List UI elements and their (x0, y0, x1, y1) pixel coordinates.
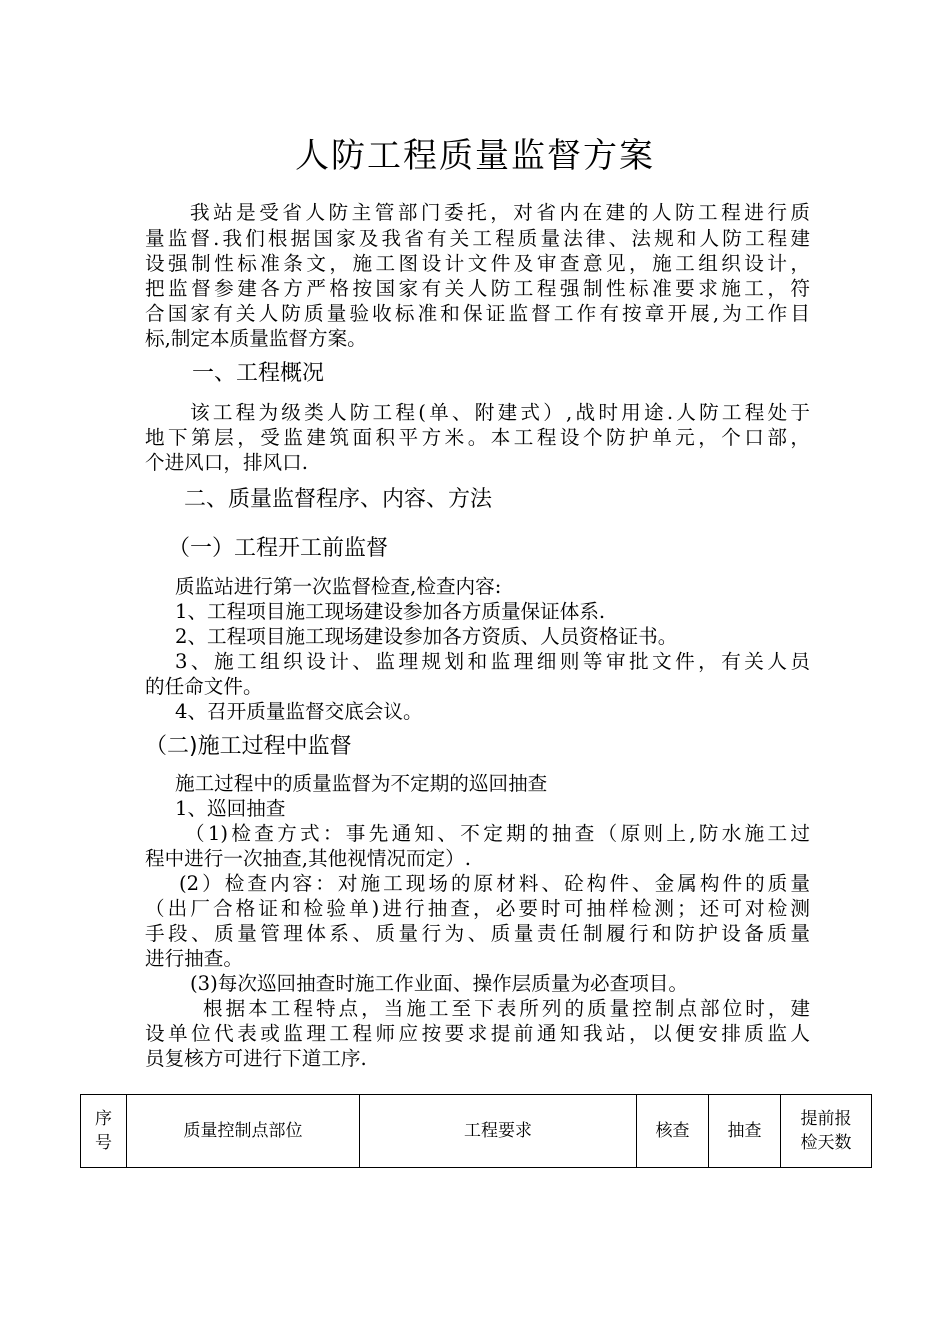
col-header-control-point: 质量控制点部位 (127, 1095, 360, 1168)
during-construction-line: （1)检查方式：事先通知、不定期的抽查（原则上,防水施工过 (185, 822, 810, 845)
document-title: 人防工程质量监督方案 (295, 136, 655, 176)
during-construction-line: 施工过程中的质量监督为不定期的巡回抽查 (175, 772, 548, 795)
pre-construction-line: 1、工程项目施工现场建设参加各方质量保证体系. (175, 600, 606, 623)
pre-construction-line: 2、工程项目施工现场建设参加各方资质、人员资格证书。 (175, 625, 678, 648)
col-header-requirement: 工程要求 (360, 1095, 637, 1168)
col-header-verify: 核查 (637, 1095, 709, 1168)
pre-construction-line: 的任命文件。 (145, 675, 263, 698)
intro-line: 量监督.我们根据国家及我省有关工程质量法律、法规和人防工程建 (145, 227, 810, 250)
overview-line: 地下第层，受监建筑面积平方米。本工程设个防护单元，个口部， (145, 426, 810, 449)
during-construction-line: 手段、质量管理体系、质量行为、质量责任制履行和防护设备质量 (145, 922, 810, 945)
section-heading-procedure: 二、质量监督程序、内容、方法 (184, 487, 493, 512)
during-construction-line: 进行抽查。 (145, 947, 243, 970)
during-construction-line: 设单位代表或监理工程师应按要求提前通知我站，以便安排质监人 (145, 1022, 810, 1045)
during-construction-line: 员复核方可进行下道工序. (145, 1047, 367, 1070)
during-construction-line: 1、巡回抽查 (175, 797, 286, 820)
intro-line: 标,制定本质量监督方案。 (145, 327, 367, 350)
section-heading-overview: 一、工程概况 (192, 361, 325, 386)
during-construction-line: 程中进行一次抽查,其他视情况而定）. (145, 847, 471, 870)
quality-control-table (80, 1094, 872, 1168)
during-construction-line: (2）检查内容：对施工现场的原材料、砼构件、金属构件的质量 (179, 872, 810, 895)
intro-line: 合国家有关人防质量验收标准和保证监督工作有按章开展,为工作目 (145, 302, 810, 325)
pre-construction-line: 4、召开质量监督交底会议。 (175, 700, 423, 723)
table-header-row (81, 1095, 872, 1168)
overview-line: 该工程为级类人防工程(单、附建式）,战时用途.人防工程处于 (190, 401, 810, 424)
col-header-spot-check: 抽查 (709, 1095, 781, 1168)
during-construction-line: (3)每次巡回抽查时施工作业面、操作层质量为必查项目。 (190, 972, 689, 995)
overview-line: 个进风口，排风口. (145, 451, 308, 474)
intro-line: 设强制性标准条文，施工图设计文件及审查意见，施工组织设计， (145, 252, 810, 275)
subsection-heading-pre-construction: （一）工程开工前监督 (168, 536, 389, 561)
pre-construction-line: 3、施工组织设计、监理规划和监理细则等审批文件，有关人员 (175, 650, 810, 673)
intro-line: 把监督参建各方严格按国家有关人防工程强制性标准要求施工，符 (145, 277, 810, 300)
during-construction-line: （出厂合格证和检验单)进行抽查，必要时可抽样检测；还可对检测 (145, 897, 810, 920)
col-header-advance-days: 提前报检天数 (781, 1095, 872, 1168)
col-header-serial: 序号 (81, 1095, 127, 1168)
intro-line: 我站是受省人防主管部门委托，对省内在建的人防工程进行质 (190, 201, 810, 224)
during-construction-line: 根据本工程特点，当施工至下表所列的质量控制点部位时，建 (203, 997, 810, 1020)
subsection-heading-during-construction: （二)施工过程中监督 (145, 734, 352, 759)
pre-construction-line: 质监站进行第一次监督检查,检查内容: (175, 575, 502, 598)
